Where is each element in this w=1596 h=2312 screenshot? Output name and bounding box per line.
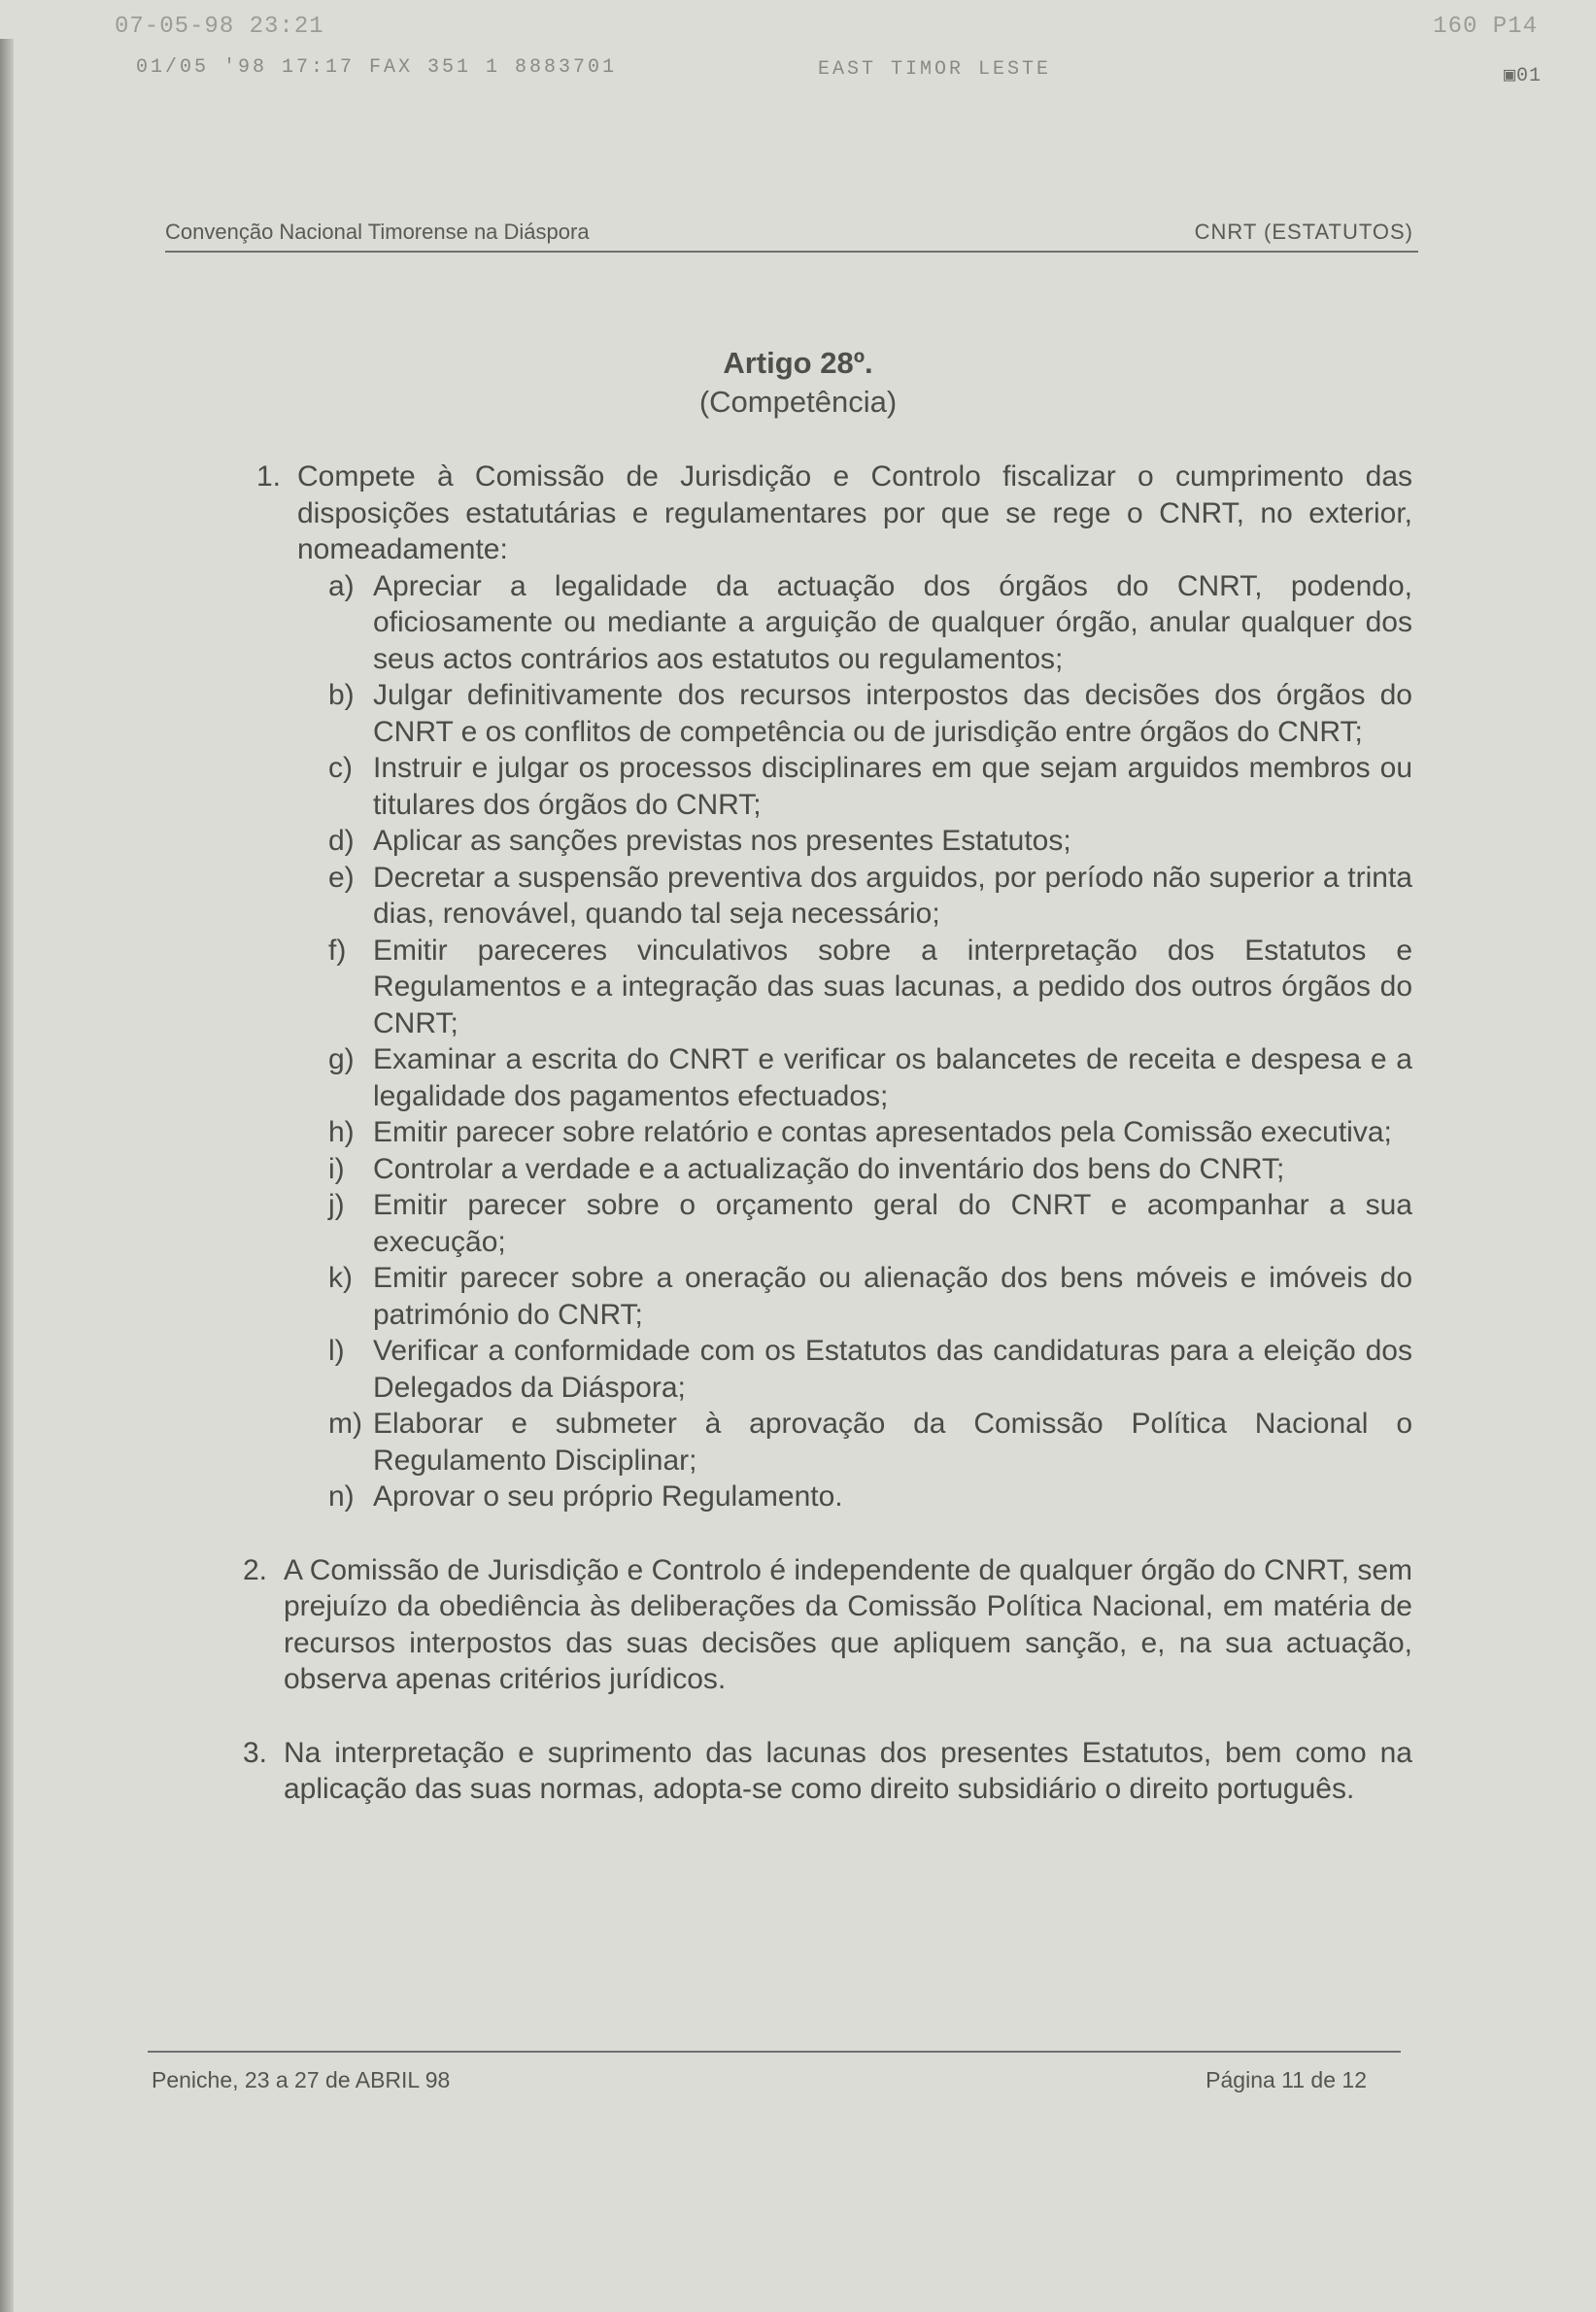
paragraph-2: [243, 1552, 1412, 1698]
paragraph-number: 2.: [243, 1553, 268, 1586]
footer-page-number: Página 11 de 12: [1205, 2067, 1367, 2092]
item-label: n): [328, 1480, 355, 1513]
list-item: [328, 1406, 1412, 1479]
paragraph-3: [243, 1735, 1412, 1808]
list-item: [328, 1151, 1412, 1188]
competence-list: [256, 568, 1412, 1515]
article-subtitle: (Competência): [698, 385, 898, 419]
article-body: [243, 459, 1412, 1845]
list-item: [328, 1041, 1412, 1114]
item-label: i): [328, 1152, 345, 1185]
list-item: [328, 677, 1412, 750]
item-text: Examinar a escrita do CNRT e verificar os balancetes de receita e despesa e a legalidade dos pagamentos efectuados;: [373, 1043, 1412, 1112]
item-label: g): [328, 1043, 355, 1075]
item-label: m): [328, 1408, 362, 1440]
item-label: l): [328, 1335, 345, 1367]
item-label: c): [328, 752, 353, 784]
paragraph-number: 3.: [243, 1736, 268, 1769]
item-text: Emitir parecer sobre a oneração ou alienação dos bens móveis e imóveis do património do CNRT;: [373, 1262, 1412, 1331]
paragraph-number: 1.: [256, 460, 282, 493]
list-item: [328, 933, 1412, 1042]
running-header-left: Convenção Nacional Timorense na Diáspora: [165, 220, 590, 244]
header-rule: [165, 251, 1418, 253]
paragraph-text: Na interpretação e suprimento das lacunas dos presentes Estatutos, bem como na aplicação das suas normas, adopta-se como direito subsidiário o direito português.: [284, 1736, 1412, 1805]
fax-transmission-line: 01/05 '98 17:17 FAX 351 1 8883701: [136, 56, 618, 79]
running-header-right: CNRT (ESTATUTOS): [1194, 220, 1413, 244]
list-item: [328, 1114, 1412, 1151]
item-label: h): [328, 1116, 355, 1148]
paragraph-text: Compete à Comissão de Jurisdição e Controlo fiscalizar o cumprimento das disposições estatutárias e regulamentares por que se rege o CNRT, no exterior, nomeadamente:: [297, 460, 1412, 565]
list-item: [328, 568, 1412, 678]
item-text: Julgar definitivamente dos recursos interpostos das decisões dos órgãos do CNRT e os conflitos de competência ou de jurisdição entre órgãos do CNRT;: [373, 679, 1412, 748]
item-text: Controlar a verdade e a actualização do inventário dos bens do CNRT;: [373, 1152, 1285, 1185]
paragraph-1: [256, 459, 1412, 568]
item-text: Emitir parecer sobre o orçamento geral do CNRT e acompanhar a sua execução;: [373, 1189, 1412, 1258]
fax-page-code: 160 P14: [1433, 14, 1538, 40]
item-text: Elaborar e submeter à aprovação da Comissão Política Nacional o Regulamento Disciplinar;: [373, 1408, 1412, 1477]
item-label: d): [328, 825, 355, 857]
fax-page-number: ▣01: [1503, 65, 1542, 87]
paragraph-text: A Comissão de Jurisdição e Controlo é independente de qualquer órgão do CNRT, sem prejuízo da obediência às deliberações da Comissão Política Nacional, em matéria de recursos interpostos das suas decisões que apliquem sanção, e, na sua actuação, observa apenas critérios jurídicos.: [284, 1553, 1412, 1695]
item-text: Decretar a suspensão preventiva dos arguidos, por período não superior a trinta dias, renovável, quando tal seja necessário;: [373, 861, 1412, 930]
item-text: Aplicar as sanções previstas nos presentes Estatutos;: [373, 825, 1071, 857]
item-label: b): [328, 679, 355, 711]
item-label: k): [328, 1262, 353, 1294]
list-item: [328, 1187, 1412, 1260]
footer-rule: [148, 2051, 1401, 2053]
list-item: [328, 823, 1412, 860]
item-text: Instruir e julgar os processos disciplinares em que sejam arguidos membros ou titulares dos órgãos do CNRT;: [373, 752, 1412, 821]
item-text: Emitir pareceres vinculativos sobre a interpretação dos Estatutos e Regulamentos e a integração das suas lacunas, a pedido dos outros órgãos do CNRT;: [373, 934, 1412, 1039]
item-label: e): [328, 861, 355, 894]
item-text: Aprovar o seu próprio Regulamento.: [373, 1480, 843, 1513]
list-item: [328, 1260, 1412, 1333]
article-title: Artigo 28º.: [723, 346, 873, 380]
fax-sender-name: EAST TIMOR LESTE: [818, 58, 1052, 81]
item-label: a): [328, 569, 355, 602]
fax-timestamp: 07-05-98 23:21: [115, 14, 324, 40]
list-item: [328, 1479, 1412, 1515]
item-label: j): [328, 1189, 345, 1221]
list-item: [328, 750, 1412, 823]
item-text: Emitir parecer sobre relatório e contas apresentados pela Comissão executiva;: [373, 1116, 1392, 1148]
list-item: [328, 1333, 1412, 1406]
item-text: Verificar a conformidade com os Estatutos das candidaturas para a eleição dos Delegados da Diáspora;: [373, 1335, 1412, 1404]
item-text: Apreciar a legalidade da actuação dos órgãos do CNRT, podendo, oficiosamente ou mediante a arguição de qualquer órgão, anular qualquer dos seus actos contrários aos estatutos ou regulamentos;: [373, 569, 1412, 675]
list-item: [328, 860, 1412, 933]
item-label: f): [328, 934, 347, 967]
footer-place-date: Peniche, 23 a 27 de ABRIL 98: [152, 2067, 451, 2092]
